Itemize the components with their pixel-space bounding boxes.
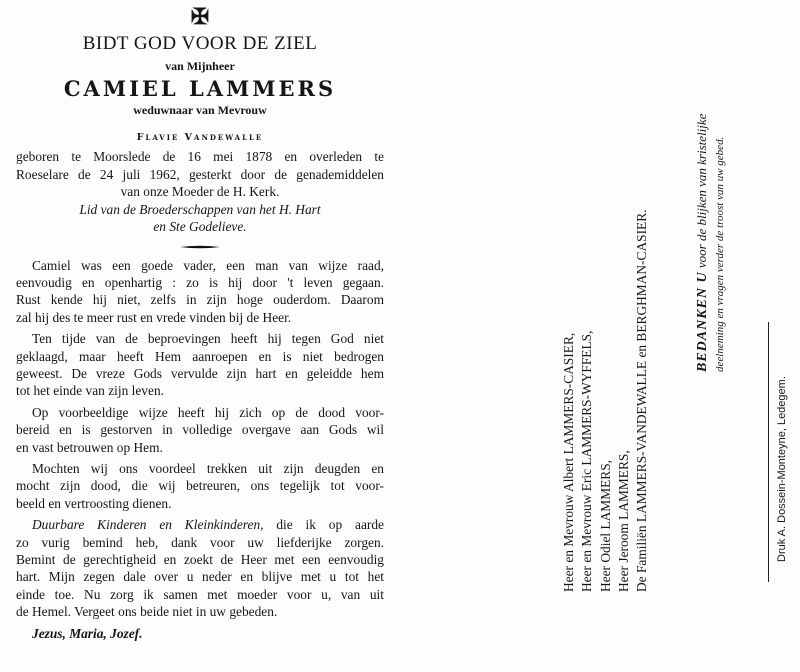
biography: [16, 148, 384, 201]
paragraph: [16, 330, 384, 400]
text-line: Mochten wij ons voordeel trekken uit zijn deugden en: [32, 460, 384, 476]
text-line: bereid en is gestorven in volledige overgave aan Gods wil: [16, 422, 384, 438]
eulogy: [16, 257, 384, 643]
paragraph: [16, 404, 384, 456]
text-line: Ten tijde van de beproevingen heeft hij tegen God niet: [32, 331, 384, 347]
family-member: De Familiën LAMMERS-VANDEWALLE en BERGHMAN-CASIER.: [634, 209, 650, 592]
text-fragment: die ik op aarde: [263, 517, 384, 533]
thanks-line: [692, 12, 713, 372]
family-member: Heer en Mevrouw Albert LAMMERS-CASIER,: [561, 332, 576, 592]
italic-address: Duurbare Kinderen en Kleinkinderen,: [32, 517, 264, 533]
cross-icon: ✠: [190, 4, 210, 30]
printer-credit: [768, 322, 789, 582]
paragraph: [16, 257, 384, 327]
heading: BIDT GOD VOOR DE ZIEL: [82, 33, 318, 54]
text-line: geweest. De vreze Gods vervulde zijn hart en geleidde hem: [16, 365, 384, 381]
paragraph: [16, 516, 384, 620]
text-line: beeld en vertroosting dienen.: [16, 495, 172, 511]
membership-line: Lid van de Broederschappen van het H. Hart: [79, 201, 321, 217]
text-line: [16, 516, 384, 533]
text-line: hart. Mijn zegen dale over u neder en blijve met u tot het: [16, 569, 384, 585]
text-line: mocht zijn dood, die wij betreuren, ons tegelijk tot voor-: [16, 478, 384, 494]
rule-divider: [768, 322, 769, 582]
text-line: zo vurig bemind heb, dank voor uw liefderijke zorgen.: [16, 534, 384, 550]
text-line: tot het einde van zijn leven.: [16, 383, 164, 399]
bio-line: Roeselare de 24 juli 1962, gesterkt door de genademiddelen: [16, 166, 384, 182]
family-member: Heer Odiel LAMMERS,: [597, 459, 613, 592]
text-line: einde toe. Nu zorg ik samen met moeder voor u, van uit: [16, 586, 384, 602]
thanks-bold: BEDANKEN U: [695, 271, 710, 372]
bio-line: geboren te Moorslede de 16 mei 1878 en overleden te: [16, 149, 384, 164]
memorial-card-front: [16, 6, 384, 642]
text-line: en vast betrouwen op Hem.: [16, 439, 163, 455]
text-line: Bemint de gerechtigheid en zoekt de Heer met een eenvoudig: [16, 552, 384, 567]
printer-name: Druk A. Dossein-Monteyne, Ledegem.: [776, 376, 788, 562]
family-member: Heer en Mevrouw Eric LAMMERS-WYFFELS,: [579, 330, 595, 592]
spouse-name: Flavie Vandewalle: [136, 132, 264, 143]
closing-invocation: Jezus, Maria, Jozef.: [32, 625, 143, 641]
membership-line: en Ste Godelieve.: [153, 219, 247, 234]
text-line: de Hemel. Vergeet ons beide niet in uw gebeden.: [16, 604, 278, 620]
family-list: [560, 122, 651, 592]
deceased-name: CAMIEL LAMMERS: [63, 76, 337, 101]
paragraph: [16, 460, 384, 512]
family-member: Heer Jeroom LAMMERS,: [615, 450, 631, 592]
text-line: geklaagd, maar heeft Hem aanroepen en is niet bedrogen: [16, 348, 384, 364]
membership: [16, 201, 384, 236]
text-line: zal hij des te meer rust en vrede vinden bij de Heer.: [16, 309, 292, 325]
text-line: Rust kende hij niet, zelfs in zijn hoge ouderdom. Daarom: [16, 292, 384, 308]
text-line: Camiel was een goede vader, een man van wijze raad,: [32, 257, 384, 273]
thanks-rest: voor de blijken van kristelijke: [694, 113, 709, 272]
ornament-divider: [180, 245, 220, 249]
marital-status: weduwnaar van Mevrouw: [133, 103, 267, 117]
text-line: eenvoudig en openhartig : zo is hij door 't leven gegaan.: [16, 274, 384, 290]
text-line: Op voorbeeldige wijze heeft hij zich op de dood voor-: [32, 404, 384, 420]
bio-line: van onze Moeder de H. Kerk.: [120, 184, 280, 199]
thanks-line: deelneming en vragen verder de troost van uw gebed.: [714, 136, 726, 372]
thanks-note: [692, 12, 727, 372]
prefix: van Mijnheer: [165, 59, 235, 73]
